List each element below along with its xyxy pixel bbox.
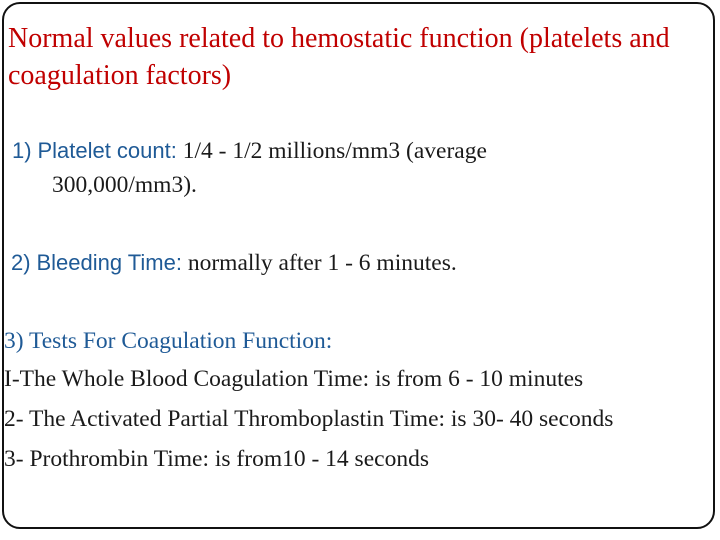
platelet-count-item: [12, 136, 487, 166]
coagulation-test-item: I-The Whole Blood Coagulation Time: is from 6 - 10 minutes: [4, 366, 584, 392]
coagulation-test-item: 3- Prothrombin Time: is from10 - 14 seconds: [4, 446, 429, 472]
platelet-count-value-continued: 300,000/mm3).: [52, 172, 197, 198]
bleeding-time-value: normally after 1 - 6 minutes.: [187, 250, 457, 276]
platelet-count-label: Platelet count:: [37, 138, 177, 163]
item-number: 1): [12, 138, 32, 163]
bleeding-time-label: Bleeding Time:: [36, 250, 182, 275]
coagulation-test-item: 2- The Activated Partial Thromboplastin Time: is 30- 40 seconds: [4, 406, 614, 432]
item-number: 2): [11, 250, 31, 275]
platelet-count-value: 1/4 - 1/2 millions/mm3 (average: [182, 138, 487, 164]
bleeding-time-item: [11, 248, 457, 278]
coagulation-tests-heading: 3) Tests For Coagulation Function:: [4, 328, 333, 354]
slide-title: Normal values related to hemostatic function (platelets and coagulation factors): [8, 23, 670, 91]
